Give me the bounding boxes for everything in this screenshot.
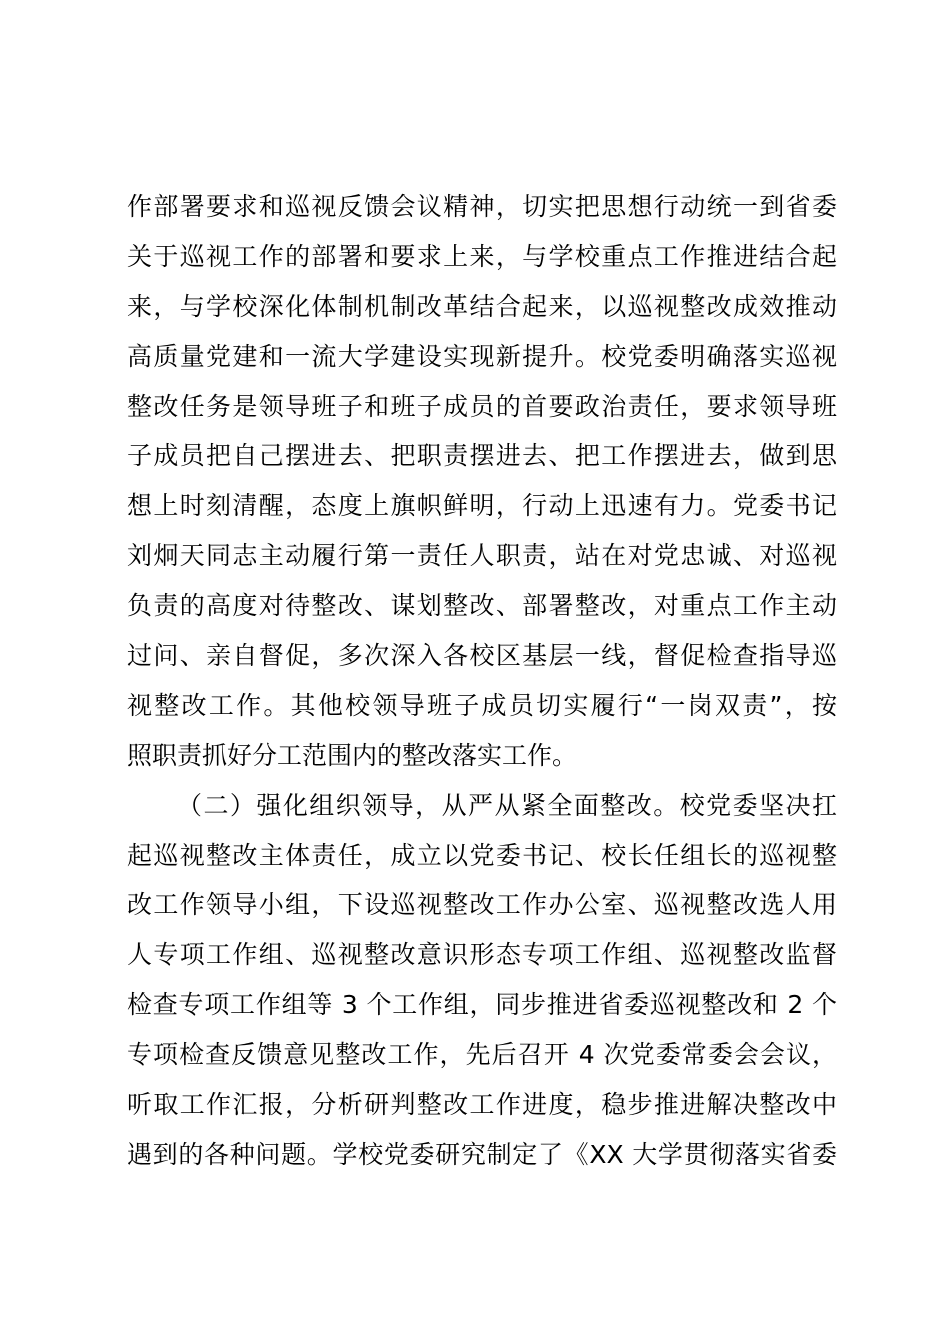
text-line: 照职责抓好分工范围内的整改落实工作。 [127, 740, 578, 770]
text-line: 刘炯天同志主动履行第一责任人职责，站在对党忠诚、对巡视 [127, 541, 837, 571]
text-line: 遇到的各种问题。学校党委研究制定了《XX 大学贯彻落实省委 [127, 1139, 837, 1169]
text-line: 改工作领导小组，下设巡视整改工作办公室、巡视整改选人用 [127, 890, 837, 920]
text-line: 整改任务是领导班子和班子成员的首要政治责任，要求领导班 [127, 391, 837, 421]
text-line: 检查专项工作组等 3 个工作组，同步推进省委巡视整改和 2 个 [127, 990, 837, 1020]
text-line: 关于巡视工作的部署和要求上来，与学校重点工作推进结合起 [127, 241, 837, 271]
text-line: 专项检查反馈意见整改工作，先后召开 4 次党委常委会会议， [127, 1040, 837, 1070]
text-line: 想上时刻清醒，态度上旗帜鲜明，行动上迅速有力。党委书记 [127, 491, 837, 521]
text-line: 听取工作汇报，分析研判整改工作进度，稳步推进解决整改中 [127, 1090, 837, 1120]
text-line: 作部署要求和巡视反馈会议精神，切实把思想行动统一到省委 [127, 192, 837, 221]
text-line: 高质量党建和一流大学建设实现新提升。校党委明确落实巡视 [127, 341, 837, 371]
text-line: 负责的高度对待整改、谋划整改、部署整改，对重点工作主动 [127, 591, 837, 621]
text-line: 过问、亲自督促，多次深入各校区基层一线，督促检查指导巡 [127, 641, 837, 671]
paragraph-1 [127, 182, 837, 781]
paragraph-2 [127, 781, 837, 1180]
body-text [127, 182, 837, 1180]
text-line: （二）强化组织领导，从严从紧全面整改。校党委坚决扛 [177, 790, 837, 820]
text-line: 视整改工作。其他校领导班子成员切实履行“一岗双责”，按 [127, 690, 837, 720]
text-line: 子成员把自己摆进去、把职责摆进去、把工作摆进去，做到思 [127, 441, 837, 471]
text-line: 来，与学校深化体制机制改革结合起来，以巡视整改成效推动 [127, 291, 837, 321]
text-line: 人专项工作组、巡视整改意识形态专项工作组、巡视整改监督 [127, 940, 837, 970]
text-line: 起巡视整改主体责任，成立以党委书记、校长任组长的巡视整 [127, 840, 837, 870]
